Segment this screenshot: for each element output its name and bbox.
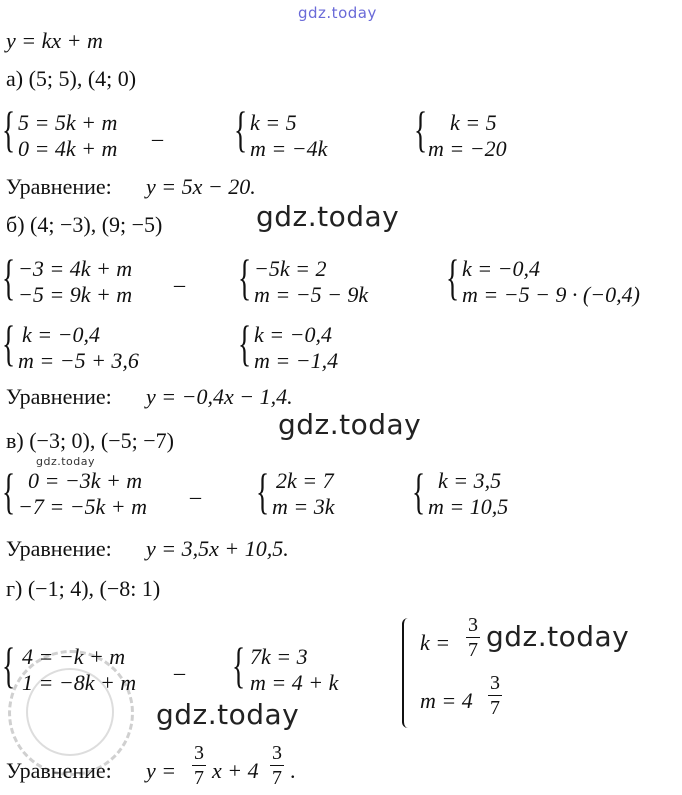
part-v-sys1-eq1: 0 = −3k + m <box>28 468 143 493</box>
part-b-sys2-eq1: −5k = 2 <box>254 256 327 281</box>
part-a-sys1-eq1: 5 = 5k + m <box>18 110 118 135</box>
frac-numerator: 3 <box>490 672 500 694</box>
frac-denominator: 7 <box>468 639 478 661</box>
part-b-sys1-eq1: −3 = 4k + m <box>18 256 133 281</box>
watermark-top: gdz.today <box>298 4 377 22</box>
frac-denominator: 7 <box>194 767 204 789</box>
general-formula: y = kx + m <box>6 28 103 53</box>
part-g-sys3-k: k = <box>420 630 451 655</box>
brace-b1: { <box>2 249 16 305</box>
part-g-sys3-k-fraction <box>466 614 480 661</box>
part-b-points: б) (4; −3), (9; −5) <box>6 212 163 237</box>
part-g-eq-fraction-2 <box>270 742 284 789</box>
part-a-points: а) (5; 5), (4; 0) <box>6 66 137 91</box>
part-b-sys5-eq2: m = −1,4 <box>254 348 339 373</box>
part-g-sys1-eq1: 4 = −k + m <box>22 644 126 669</box>
part-v-sys1-eq2: −7 = −5k + m <box>18 494 148 519</box>
frac-bar <box>192 765 206 766</box>
part-a-minus: _ <box>152 118 163 143</box>
part-g-eq-pre: y = <box>146 758 177 783</box>
part-g-eq-mid: x + 4 <box>212 758 259 783</box>
part-a-eq-label: Уравнение: <box>6 174 112 199</box>
part-v-points: в) (−3; 0), (−5; −7) <box>6 428 174 453</box>
part-b-sys1-eq2: −5 = 9k + m <box>18 282 133 307</box>
brace-b4: { <box>2 315 16 371</box>
part-v-sys3-eq1: k = 3,5 <box>438 468 502 493</box>
brace-v2: { <box>256 463 270 519</box>
part-b-sys3-eq1: k = −0,4 <box>462 256 540 281</box>
part-g-sys2-eq2: m = 4 + k <box>250 670 339 695</box>
part-v-sys2-eq2: m = 3k <box>272 494 335 519</box>
part-g-sys2-eq1: 7k = 3 <box>250 644 308 669</box>
part-g-sys3-m-fraction <box>488 672 502 719</box>
part-b-eq-label: Уравнение: <box>6 384 112 409</box>
part-g-eq-label: Уравнение: <box>6 758 112 783</box>
brace-v1: { <box>2 463 16 519</box>
part-a-sys1-eq2: 0 = 4k + m <box>18 136 118 161</box>
frac-denominator: 7 <box>272 767 282 789</box>
part-b-sys2-eq2: m = −5 − 9k <box>254 282 369 307</box>
part-a-sys3-eq2: m = −20 <box>428 136 507 161</box>
brace-v3: { <box>412 463 426 519</box>
part-b-sys3-eq2: m = −5 − 9 · (−0,4) <box>462 282 640 307</box>
brace-b3: { <box>446 249 460 305</box>
part-v-minus: _ <box>190 476 201 501</box>
frac-numerator: 3 <box>272 742 282 764</box>
part-v-equation: y = 3,5x + 10,5. <box>146 536 289 561</box>
part-a-equation: y = 5x − 20. <box>146 174 256 199</box>
part-b-minus: _ <box>174 264 185 289</box>
frac-numerator: 3 <box>194 742 204 764</box>
watermark-v-small: gdz.today <box>36 455 96 468</box>
part-v-eq-label: Уравнение: <box>6 536 112 561</box>
frac-bar <box>466 637 480 638</box>
part-b-sys4-eq2: m = −5 + 3,6 <box>18 348 139 373</box>
brace-a3: { <box>414 101 428 157</box>
part-g-points: г) (−1; 4), (−8: 1) <box>6 576 161 601</box>
part-a-sys2-eq1: k = 5 <box>250 110 297 135</box>
watermark-g-mid: gdz.today <box>156 698 300 731</box>
part-a-sys3-eq1: k = 5 <box>450 110 497 135</box>
part-g-sys1-eq2: 1 = −8k + m <box>22 670 137 695</box>
brace-g2: { <box>232 637 246 693</box>
part-b-sys4-eq1: k = −0,4 <box>22 322 100 347</box>
part-g-eq-end: . <box>290 758 296 783</box>
frac-denominator: 7 <box>490 697 500 719</box>
brace-g3 <box>402 618 414 728</box>
part-g-minus: _ <box>174 652 185 677</box>
part-g-eq-fraction-1 <box>192 742 206 789</box>
watermark-g-right: gdz.today <box>486 620 630 653</box>
watermark-b: gdz.today <box>256 200 400 233</box>
frac-bar <box>488 695 502 696</box>
brace-a2: { <box>234 101 248 157</box>
part-a-sys2-eq2: m = −4k <box>250 136 328 161</box>
part-v-sys3-eq2: m = 10,5 <box>428 494 509 519</box>
brace-a1: { <box>2 101 16 157</box>
part-b-equation: y = −0,4x − 1,4. <box>146 384 293 409</box>
watermark-v: gdz.today <box>278 408 422 441</box>
frac-numerator: 3 <box>468 614 478 636</box>
brace-g1: { <box>2 637 16 693</box>
part-b-sys5-eq1: k = −0,4 <box>254 322 332 347</box>
brace-b2: { <box>238 249 252 305</box>
part-g-sys3-m: m = 4 <box>420 688 473 713</box>
frac-bar <box>270 765 284 766</box>
part-v-sys2-eq1: 2k = 7 <box>276 468 334 493</box>
brace-b5: { <box>238 315 252 371</box>
